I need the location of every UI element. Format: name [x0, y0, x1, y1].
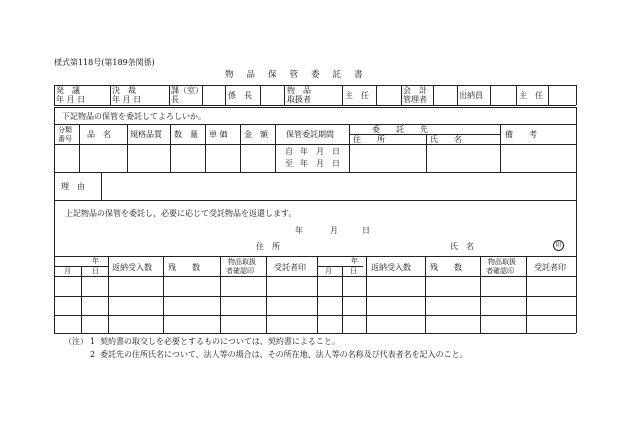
- suitoin-label: 出納員: [459, 91, 483, 100]
- note-2-number: 2: [90, 350, 96, 359]
- ledger-left-kakunin1: 物品取扱: [228, 258, 256, 266]
- request-text: 下記物品の保管を委託してよろしいか。: [62, 112, 206, 121]
- period-to-day: 日: [332, 159, 340, 168]
- col-jusho: 住 所: [353, 135, 385, 144]
- period-from-day: 日: [332, 147, 340, 156]
- col-shimei: 氏 名: [430, 135, 462, 144]
- return-statement: 上記物品の保管を委託し、必要に応じて受託物品を返還します。: [65, 209, 297, 218]
- col-bango: 番号: [58, 135, 72, 143]
- toriatsukai-label: 取扱者: [287, 95, 311, 104]
- ledger-right-jutakusha: 受託者印: [534, 263, 566, 272]
- kacho-label-2: 長: [171, 95, 179, 104]
- period-from-year: 年: [300, 147, 308, 156]
- period-to-label: 至: [285, 159, 293, 168]
- reason-label: 理 由: [61, 182, 85, 191]
- date-year: 年: [295, 226, 303, 235]
- col-suryo: 数 量: [174, 130, 198, 139]
- ledger-right-kakunin1: 物品取扱: [488, 258, 516, 266]
- period-from-label: 自: [285, 147, 293, 156]
- form-id: 様式第118号(第189条関係): [54, 58, 155, 67]
- ledger-right-hi: 日: [350, 267, 357, 275]
- seal-mark: 印: [553, 240, 564, 251]
- buppin-label: 物 品: [287, 86, 311, 95]
- page-title: 物品保管委託書: [225, 70, 376, 80]
- hakki-label: 発 議: [56, 86, 80, 95]
- ledger-right-kakunin2: 者確認印: [486, 267, 514, 275]
- kessai-label: 決 裁: [112, 86, 136, 95]
- kakaricho-label: 係 長: [228, 91, 252, 100]
- kanrisha-label: 管理者: [403, 95, 427, 104]
- ledger-right-zan: 残 数: [430, 263, 462, 272]
- note-2-text: 委託先の住所氏名について、法人等の場合は、その所在地、法人等の名称及び代表者名を記入のこと。: [100, 350, 468, 359]
- col-kingaku: 金 額: [244, 130, 268, 139]
- ledger-left-tsuki: 月: [64, 267, 71, 275]
- kessai-date: 年 月 日: [112, 95, 142, 104]
- col-bunrui: 分類: [58, 126, 72, 134]
- col-kikan: 保管委託期間: [286, 130, 334, 139]
- col-hinmei: 品 名: [87, 130, 111, 139]
- period-from-month: 月: [316, 147, 324, 156]
- period-to-month: 月: [316, 159, 324, 168]
- shunin2-label: 主 任: [519, 91, 543, 100]
- note-1-text: 契約書の取交しを必要とするものについては、契約書によること。: [100, 337, 340, 346]
- ledger-left-zan: 残 数: [168, 263, 200, 272]
- address-label: 住 所: [256, 242, 280, 251]
- ledger-left-henno: 返納受入数: [112, 263, 152, 272]
- col-itakusaki: 委 託 先: [372, 125, 428, 134]
- date-day: 日: [362, 226, 370, 235]
- col-kikaku: 規格品質: [130, 130, 162, 139]
- shunin-label: 主 任: [345, 91, 369, 100]
- ledger-right-nen: 年: [351, 257, 358, 265]
- ledger-left-hi: 日: [92, 267, 99, 275]
- ledger-left-kakunin2: 者確認印: [226, 267, 254, 275]
- ledger-left-nen: 年: [92, 257, 99, 265]
- kacho-label: 課（室）: [171, 86, 203, 95]
- note-1-number: 1: [90, 337, 96, 346]
- col-biko: 備 考: [505, 130, 537, 139]
- kaikei-label: 会 計: [403, 86, 427, 95]
- name-label: 氏 名: [450, 242, 474, 251]
- ledger-left-jutakusha: 受託者印: [274, 263, 306, 272]
- period-to-year: 年: [300, 159, 308, 168]
- hakki-date: 年 月 日: [56, 95, 86, 104]
- notes-label: （注）: [64, 337, 88, 346]
- ledger-right-tsuki: 月: [325, 267, 332, 275]
- date-month: 月: [330, 226, 338, 235]
- ledger-right-henno: 返納受入数: [371, 263, 411, 272]
- col-tanka: 単 価: [209, 130, 228, 139]
